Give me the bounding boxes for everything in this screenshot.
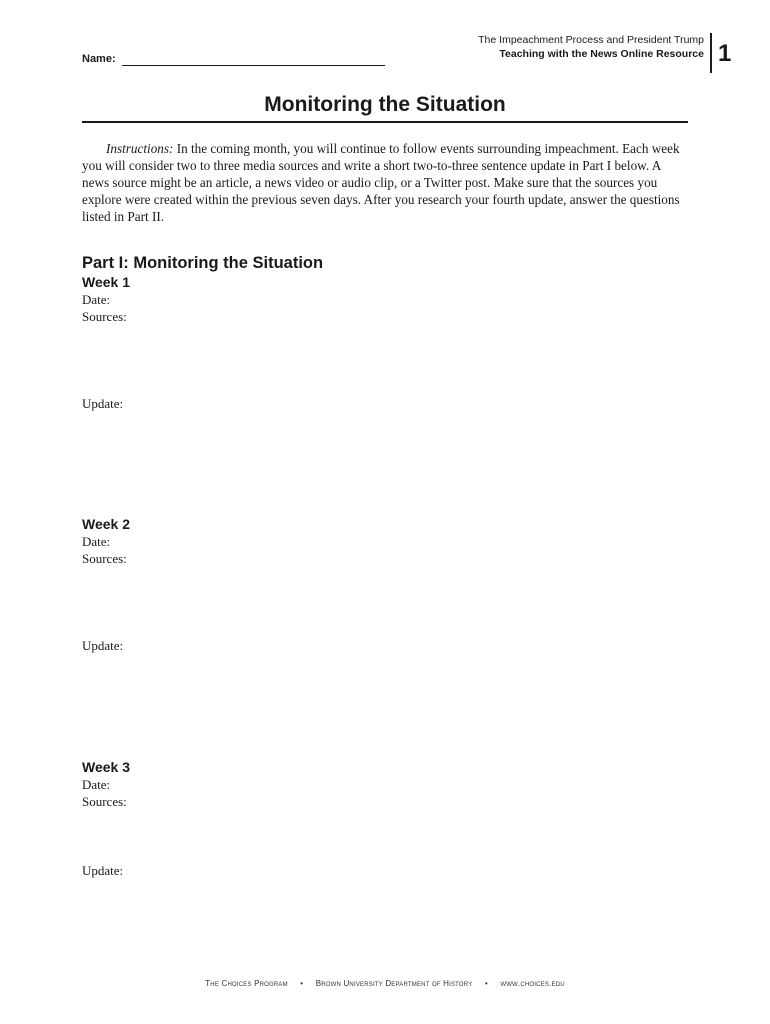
footer-separator: • bbox=[484, 979, 488, 988]
header-divider bbox=[710, 33, 712, 73]
week-3-update-label: Update: bbox=[82, 863, 124, 878]
week-3-section bbox=[82, 758, 688, 878]
week-3-title: Week 3 bbox=[82, 759, 130, 775]
week-1-title: Week 1 bbox=[82, 274, 130, 290]
week-2-section bbox=[82, 515, 688, 653]
week-2-update-label: Update: bbox=[82, 638, 124, 653]
week-2-sources-label: Sources: bbox=[82, 551, 127, 566]
week-2-title: Week 2 bbox=[82, 516, 130, 532]
week-1-date-label: Date: bbox=[82, 292, 111, 307]
series-title: The Impeachment Process and President Trump bbox=[478, 34, 704, 46]
week-3-sources-label: Sources: bbox=[82, 794, 127, 809]
page-number: 1 bbox=[718, 40, 732, 67]
week-3-date-label: Date: bbox=[82, 777, 111, 792]
footer-website: www.choices.edu bbox=[500, 979, 565, 988]
resource-title: Teaching with the News Online Resource bbox=[499, 48, 704, 60]
part-one-heading: Part I: Monitoring the Situation bbox=[82, 254, 324, 272]
footer-program: The Choices Program bbox=[205, 979, 288, 988]
page-title: Monitoring the Situation bbox=[264, 93, 506, 116]
instructions-paragraph bbox=[82, 140, 688, 225]
footer-department: Brown University Department of History bbox=[315, 979, 473, 988]
week-1-update-label: Update: bbox=[82, 396, 124, 411]
week-1-sources-label: Sources: bbox=[82, 309, 127, 324]
running-header bbox=[478, 33, 704, 61]
name-label: Name: bbox=[82, 53, 116, 65]
week-1-section bbox=[82, 273, 688, 411]
instructions-body: In the coming month, you will continue to follow events surrounding impeachment. Each week you will consider two to three media sources and write a short two-to-three sentence update in Part I below. A news source might be an article, a news video or audio clip, or a Twitter post. Make sure that the sources you explore were created within the previous seven days. After you research your fourth update, answer the questions listed in Part II. bbox=[82, 141, 680, 224]
footer-separator: • bbox=[300, 979, 304, 988]
name-fill-line[interactable] bbox=[122, 65, 385, 66]
page-footer bbox=[0, 979, 770, 988]
week-2-date-label: Date: bbox=[82, 534, 111, 549]
title-rule bbox=[82, 121, 688, 123]
instructions-lead: Instructions: bbox=[106, 141, 174, 156]
